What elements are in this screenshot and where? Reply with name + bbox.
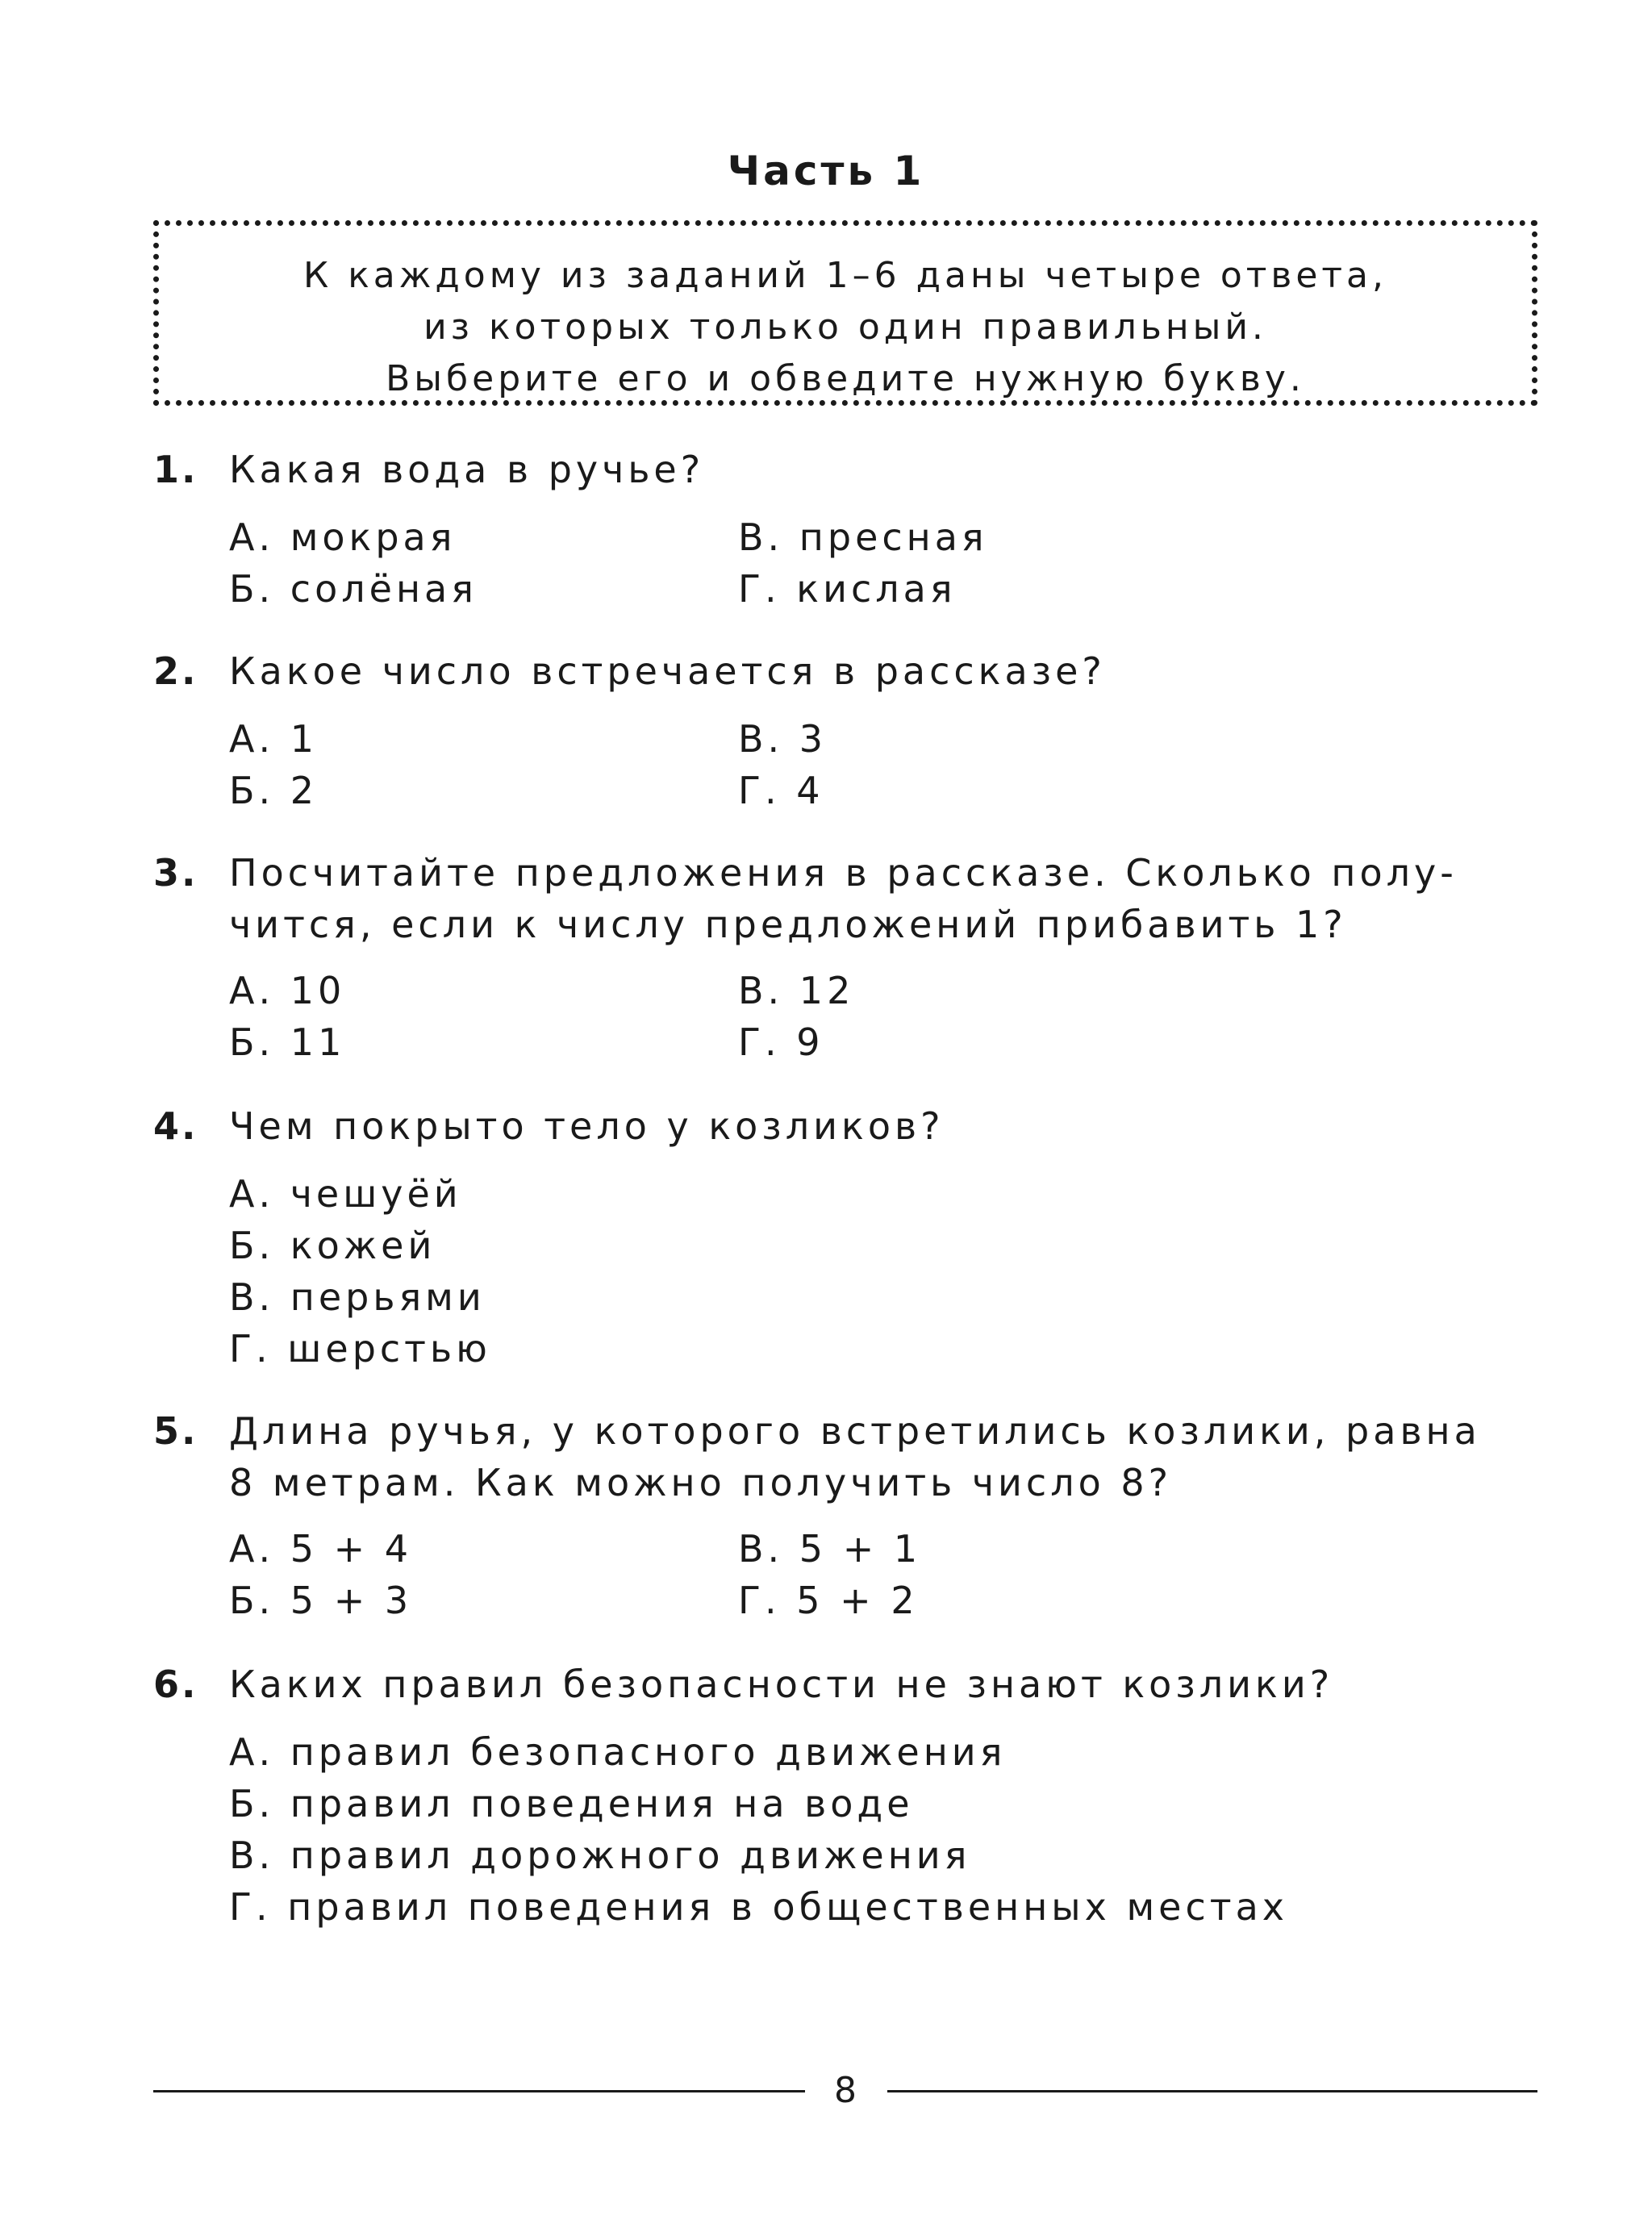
instructions-line: К каждому из заданий 1–6 даны четыре ответа, — [302, 255, 1388, 296]
answer-option-v[interactable]: В. правил дорожного движения — [229, 1834, 971, 1877]
question-text-line: 8 метрам. Как можно получить число 8? — [229, 1461, 1173, 1504]
answer-option-a[interactable]: А. правил безопасного движения — [229, 1730, 1007, 1774]
question-number: 4. — [153, 1104, 198, 1148]
answer-option-b[interactable]: Б. 5 + 3 — [229, 1579, 413, 1622]
answer-option-b[interactable]: Б. кожей — [229, 1224, 436, 1267]
answer-option-g[interactable]: Г. кислая — [738, 567, 957, 611]
answer-option-a[interactable]: А. чешуёй — [229, 1172, 462, 1216]
answer-option-b[interactable]: Б. 11 — [229, 1020, 346, 1064]
question-text-line: Какое число встречается в рассказе? — [229, 649, 1106, 693]
question-text — [229, 645, 1537, 697]
answer-option-v[interactable]: В. пресная — [738, 515, 988, 559]
answer-option-v[interactable]: В. 3 — [738, 717, 828, 761]
instructions-text — [159, 250, 1532, 405]
answer-option-b[interactable]: Б. солёная — [229, 567, 478, 611]
footer-rule-left — [153, 2090, 805, 2092]
question-text — [229, 444, 1537, 495]
question-text — [229, 847, 1537, 950]
answer-option-b[interactable]: Б. 2 — [229, 769, 319, 812]
question-text-line: Чем покрыто тело у козликов? — [229, 1104, 945, 1148]
footer-rule-right — [887, 2090, 1537, 2092]
question-number: 6. — [153, 1663, 198, 1706]
question-number: 5. — [153, 1409, 198, 1453]
answer-option-b[interactable]: Б. правил поведения на воде — [229, 1782, 914, 1825]
question-number: 1. — [153, 448, 198, 491]
answer-option-g[interactable]: Г. 4 — [738, 769, 824, 812]
answer-option-a[interactable]: А. мокрая — [229, 515, 457, 559]
answer-option-a[interactable]: А. 1 — [229, 717, 318, 761]
answer-option-g[interactable]: Г. шерстью — [229, 1327, 491, 1371]
question-text-line: Длина ручья, у которого встретились козлики, равна — [229, 1409, 1481, 1453]
question-text — [229, 1405, 1537, 1508]
question-number: 3. — [153, 851, 198, 895]
page-number: 8 — [834, 2070, 857, 2111]
answer-option-g[interactable]: Г. 5 + 2 — [738, 1579, 919, 1622]
question-text-line: Какая вода в ручье? — [229, 448, 705, 491]
question-text-line: чится, если к числу предложений прибавить 1? — [229, 903, 1347, 946]
answer-option-g[interactable]: Г. правил поведения в общественных местах — [229, 1885, 1288, 1929]
answer-option-g[interactable]: Г. 9 — [738, 1020, 824, 1064]
answer-option-v[interactable]: В. перьями — [229, 1275, 486, 1319]
question-text — [229, 1100, 1537, 1152]
question-text-line: Каких правил безопасности не знают козлики? — [229, 1663, 1334, 1706]
instructions-box — [153, 220, 1537, 406]
answer-option-v[interactable]: В. 12 — [738, 969, 855, 1012]
answer-option-a[interactable]: А. 5 + 4 — [229, 1527, 413, 1571]
question-text — [229, 1658, 1537, 1710]
question-text-line: Посчитайте предложения в рассказе. Сколько полу- — [229, 851, 1458, 895]
instructions-line: из которых только один правильный. — [423, 307, 1267, 348]
question-number: 2. — [153, 649, 198, 693]
answer-option-a[interactable]: А. 10 — [229, 969, 346, 1012]
instructions-line: Выберите его и обведите нужную букву. — [386, 358, 1305, 399]
answer-option-v[interactable]: В. 5 + 1 — [738, 1527, 922, 1571]
part-title: Часть 1 — [727, 148, 925, 194]
